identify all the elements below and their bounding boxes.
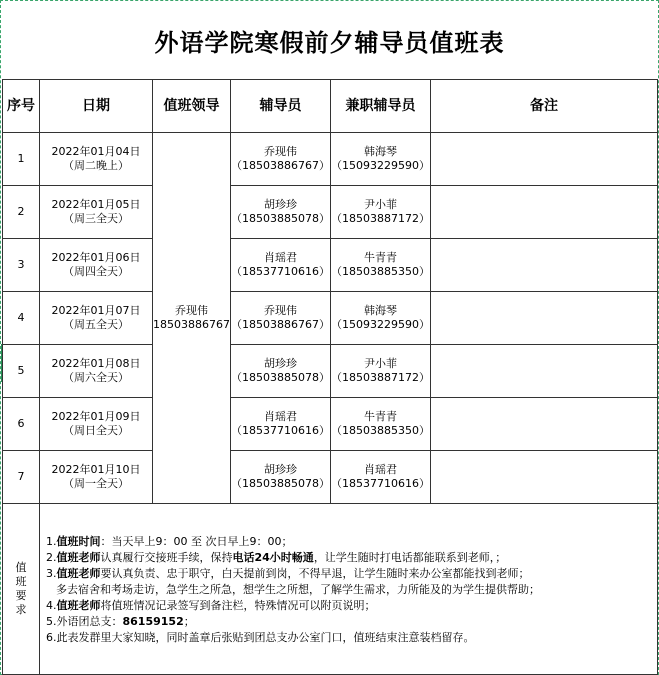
row-index: 2 <box>3 186 40 239</box>
requirement-item: 6.此表发群里大家知晓，同时盖章后张贴到团总支办公室门口，值班结束注意装档留存。 <box>46 631 475 644</box>
row-counselor: 胡珍珍 （18503885078） <box>231 451 331 504</box>
requirement-item: 3.值班老师要认真负责、忠于职守，白天提前到岗，不得早退，让学生随时来办公室都能找到老师； <box>46 567 530 580</box>
row-date: 2022年01月09日 （周日全天） <box>40 398 153 451</box>
row-counselor: 胡珍珍 （18503885078） <box>231 186 331 239</box>
row-part-time: 肖瑶君 （18537710616） <box>331 451 431 504</box>
row-part-time: 牛青青 （18503885350） <box>331 239 431 292</box>
row-date: 2022年01月07日 （周五全天） <box>40 292 153 345</box>
row-counselor: 乔现伟 （18503886767） <box>231 292 331 345</box>
table-row <box>3 292 658 345</box>
row-counselor: 肖瑶君 （18537710616） <box>231 239 331 292</box>
requirements-row <box>3 504 658 675</box>
row-remarks[interactable] <box>431 133 658 186</box>
row-part-time: 韩海琴 （15093229590） <box>331 133 431 186</box>
row-part-time: 尹小菲 （18503887172） <box>331 186 431 239</box>
row-remarks[interactable] <box>431 292 658 345</box>
row-index: 1 <box>3 133 40 186</box>
row-counselor: 胡珍珍 （18503885078） <box>231 345 331 398</box>
header-date: 日期 <box>40 80 153 133</box>
row-remarks[interactable] <box>431 398 658 451</box>
page-title: 外语学院寒假前夕辅导员值班表 <box>154 27 505 57</box>
requirement-item: 4.值班老师将值班情况记录签写到备注栏，特殊情况可以附页说明； <box>46 599 376 612</box>
duty-leader-cell: 乔现伟 18503886767 <box>153 133 231 504</box>
row-remarks[interactable] <box>431 186 658 239</box>
row-index: 5 <box>3 345 40 398</box>
table-row <box>3 133 658 186</box>
header-counselor: 辅导员 <box>231 80 331 133</box>
row-index: 6 <box>3 398 40 451</box>
header-leader: 值班领导 <box>153 80 231 133</box>
row-date: 2022年01月04日 （周二晚上） <box>40 133 153 186</box>
row-index: 3 <box>3 239 40 292</box>
table-row <box>3 239 658 292</box>
requirements-list <box>40 504 658 675</box>
row-date: 2022年01月10日 （周一全天） <box>40 451 153 504</box>
duty-table <box>2 79 658 675</box>
requirement-item: 5.外语团总支：86159152； <box>46 615 195 628</box>
row-remarks[interactable] <box>431 451 658 504</box>
requirement-item: 2.值班老师认真履行交接班手续，保持电话24小时畅通，让学生随时打电话都能联系到老师，； <box>46 551 507 564</box>
row-part-time: 尹小菲 （18503887172） <box>331 345 431 398</box>
requirement-item-continued: 多去宿舍和考场走访，急学生之所急，想学生之所想，了解学生需求，力所能及的为学生提供帮助； <box>56 583 540 596</box>
table-header-row <box>3 80 658 133</box>
row-remarks[interactable] <box>431 239 658 292</box>
requirements-label: 值 班 要 求 <box>3 504 40 675</box>
header-remarks: 备注 <box>431 80 658 133</box>
header-index: 序号 <box>3 80 40 133</box>
row-part-time: 牛青青 （18503885350） <box>331 398 431 451</box>
row-index: 4 <box>3 292 40 345</box>
row-date: 2022年01月06日 （周四全天） <box>40 239 153 292</box>
requirement-item: 1.值班时间：当天早上9：00 至 次日早上9：00； <box>46 535 293 548</box>
table-row <box>3 345 658 398</box>
row-part-time: 韩海琴 （15093229590） <box>331 292 431 345</box>
table-row <box>3 451 658 504</box>
row-date: 2022年01月05日 （周三全天） <box>40 186 153 239</box>
row-date: 2022年01月08日 （周六全天） <box>40 345 153 398</box>
row-index: 7 <box>3 451 40 504</box>
header-part-time: 兼职辅导员 <box>331 80 431 133</box>
table-row <box>3 398 658 451</box>
row-remarks[interactable] <box>431 345 658 398</box>
table-row <box>3 186 658 239</box>
row-counselor: 乔现伟 （18503886767） <box>231 133 331 186</box>
row-counselor: 肖瑶君 （18537710616） <box>231 398 331 451</box>
